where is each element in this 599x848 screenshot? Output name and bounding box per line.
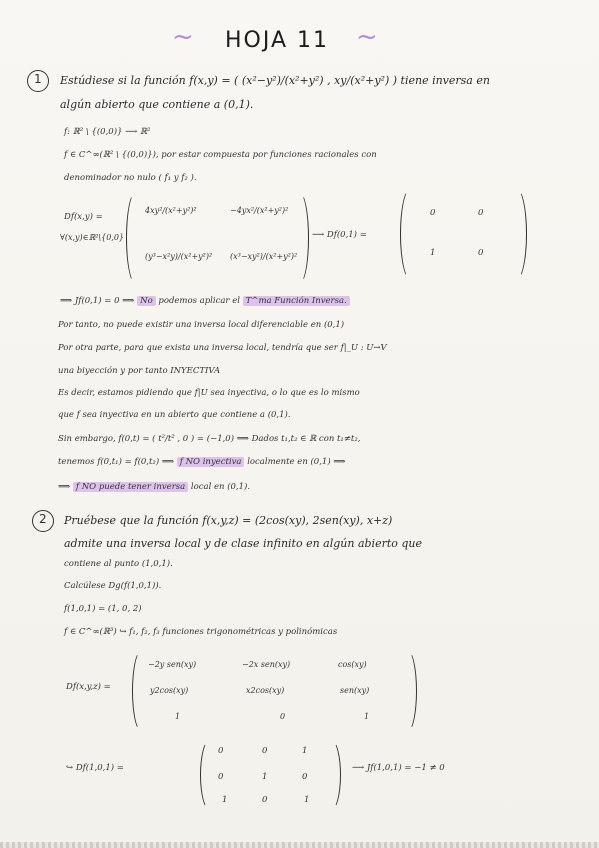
p2-jac-a11: −2y sen(xy): [148, 660, 197, 669]
p2-jac-eval-a11: 0: [218, 746, 224, 756]
p2-statement-line-2: admite una inversa local y de clase infinito en algún abierto que: [64, 537, 423, 550]
p1-domain-line: f: ℝ² \ {(0,0)} ⟶ ℝ²: [64, 127, 151, 137]
p1-jac-eval-a12: 0: [478, 208, 484, 218]
p1-line-a: Por tanto, no puede existir una inversa local diferenciable en (0,1): [58, 320, 345, 330]
p2-jac-a12: −2x sen(xy): [242, 660, 291, 669]
p1-conclusion-highlight-theorem: T^ma Función Inversa.: [243, 296, 350, 306]
p2-jac-eval-a12: 0: [262, 746, 268, 756]
p2-jac-eval-a33: 1: [304, 795, 310, 805]
p1-line-g-b: localmente en (0,1) ⟹: [247, 457, 346, 467]
p2-jac-right-bracket: [398, 650, 417, 732]
p2-calc-line: Calcúlese Dg(f(1,0,1)).: [64, 581, 162, 591]
p1-line-f: Sin embargo, f(0,t) = ( t²/t² , 0 ) = (−1,0) ⟹ Dados t₁,t₂ ∈ ℝ con t₁≠t₂,: [58, 434, 361, 444]
p1-line-h-b: local en (0,1).: [190, 482, 251, 492]
p1-conclusion: [60, 296, 350, 306]
p1-jac-a22: (x³−xy²)/(x²+y²)²: [230, 252, 298, 261]
p1-class-line-a: f ∈ C^∞(ℝ² \ {(0,0)}), por estar compuesta por funciones racionales con: [64, 150, 377, 160]
p2-det-line: ⟶ Jf(1,0,1) = −1 ≠ 0: [352, 763, 445, 773]
problem-1-number: 1: [34, 72, 42, 86]
page-title: HOJA 11: [225, 28, 329, 53]
p1-jac-left-bracket: [126, 192, 145, 284]
p2-jac-a23: sen(xy): [340, 686, 370, 695]
p1-jac-right-bracket: [290, 192, 309, 284]
p1-line-g-highlight: f NO inyectiva: [177, 457, 245, 467]
p2-jac-a22: x2cos(xy): [246, 686, 285, 695]
p1-jac-eval-right-bracket: [506, 188, 527, 280]
p1-jac-eval-left-bracket: [400, 188, 421, 280]
p1-conclusion-b: podemos aplicar el: [158, 296, 240, 306]
p2-jac-a13: cos(xy): [338, 660, 367, 669]
p2-statement-line-3: contiene al punto (1,0,1).: [64, 559, 173, 569]
p2-jac-eval-a22: 1: [262, 772, 268, 782]
p2-jac-label: Df(x,y,z) =: [66, 682, 111, 692]
p2-jac-a33: 1: [364, 712, 370, 721]
p2-jac-eval-a21: 0: [218, 772, 224, 782]
p2-jac-a32: 0: [280, 712, 286, 721]
p2-jac-eval-a31: 1: [222, 795, 228, 805]
p2-jac-eval-a32: 0: [262, 795, 268, 805]
problem-2-number: 2: [39, 512, 47, 526]
p1-line-g: [58, 457, 346, 467]
p1-jac-a12: −4yx²/(x²+y²)²: [230, 206, 289, 215]
p1-jac-label: Df(x,y) =: [64, 212, 103, 222]
p2-class-line: f ∈ C^∞(ℝ³) ↪ f₁, f₂, f₃ funciones trigonométricas y polinómicas: [64, 627, 338, 637]
p1-line-d: Es decir, estamos pidiendo que f|U sea inyectiva, o lo que es lo mismo: [58, 388, 360, 398]
title-squiggle-right: ~: [356, 22, 378, 52]
p2-value-line: f(1,0,1) = (1, 0, 2): [64, 604, 142, 614]
p1-line-e: que f sea inyectiva en un abierto que contiene a (0,1).: [58, 410, 291, 420]
p1-jac-a11: 4xy²/(x²+y²)²: [145, 206, 197, 215]
p1-class-line-b: denominador no nulo ( f₁ y f₂ ).: [64, 173, 197, 183]
p1-statement-line-1: Estúdiese si la función f(x,y) = ( (x²−y²)/(x²+y²) , xy/(x²+y²) ) tiene inversa en: [60, 74, 490, 87]
p2-jac-a21: y2cos(xy): [150, 686, 189, 695]
p2-jac-eval-a23: 0: [302, 772, 308, 782]
p2-jac-eval-right-bracket: [322, 740, 341, 810]
p1-jac-eval-label: ⟶ Df(0,1) =: [312, 230, 367, 240]
p2-jac-a31: 1: [175, 712, 181, 721]
p1-statement-line-2: algún abierto que contiene a (0,1).: [60, 98, 254, 111]
p2-jac-eval-left-bracket: [200, 740, 219, 810]
p1-jac-domain: ∀(x,y)∈ℝ²\{0,0}: [60, 233, 125, 242]
p1-line-c: una biyección y por tanto INYECTIVA: [58, 366, 221, 376]
p1-conclusion-highlight-no: No: [137, 296, 156, 306]
p2-jac-eval-label: ↪ Df(1,0,1) =: [66, 763, 124, 773]
torn-bottom-edge: [0, 842, 599, 848]
p1-line-h: [58, 482, 250, 492]
p1-jac-eval-a22: 0: [478, 248, 484, 258]
p2-jac-eval-a13: 1: [302, 746, 308, 756]
p1-line-g-a: tenemos f(0,t₁) = f(0,t₂) ⟹: [58, 457, 175, 467]
title-squiggle-left: ~: [172, 22, 194, 52]
p1-line-b: Por otra parte, para que exista una inversa local, tendría que ser f|_U : U→V: [58, 343, 387, 353]
p1-line-h-highlight: f NO puede tener inversa: [73, 482, 188, 492]
p1-jac-a21: (y³−x²y)/(x²+y²)²: [145, 252, 213, 261]
p1-line-h-a: ⟹: [58, 482, 71, 492]
p1-jac-eval-a21: 1: [430, 248, 436, 258]
p1-conclusion-a: ⟹ Jf(0,1) = 0 ⟹: [60, 296, 135, 306]
p2-statement-line-1: Pruébese que la función f(x,y,z) = (2cos(xy), 2sen(xy), x+z): [64, 514, 393, 527]
p1-jac-eval-a11: 0: [430, 208, 436, 218]
